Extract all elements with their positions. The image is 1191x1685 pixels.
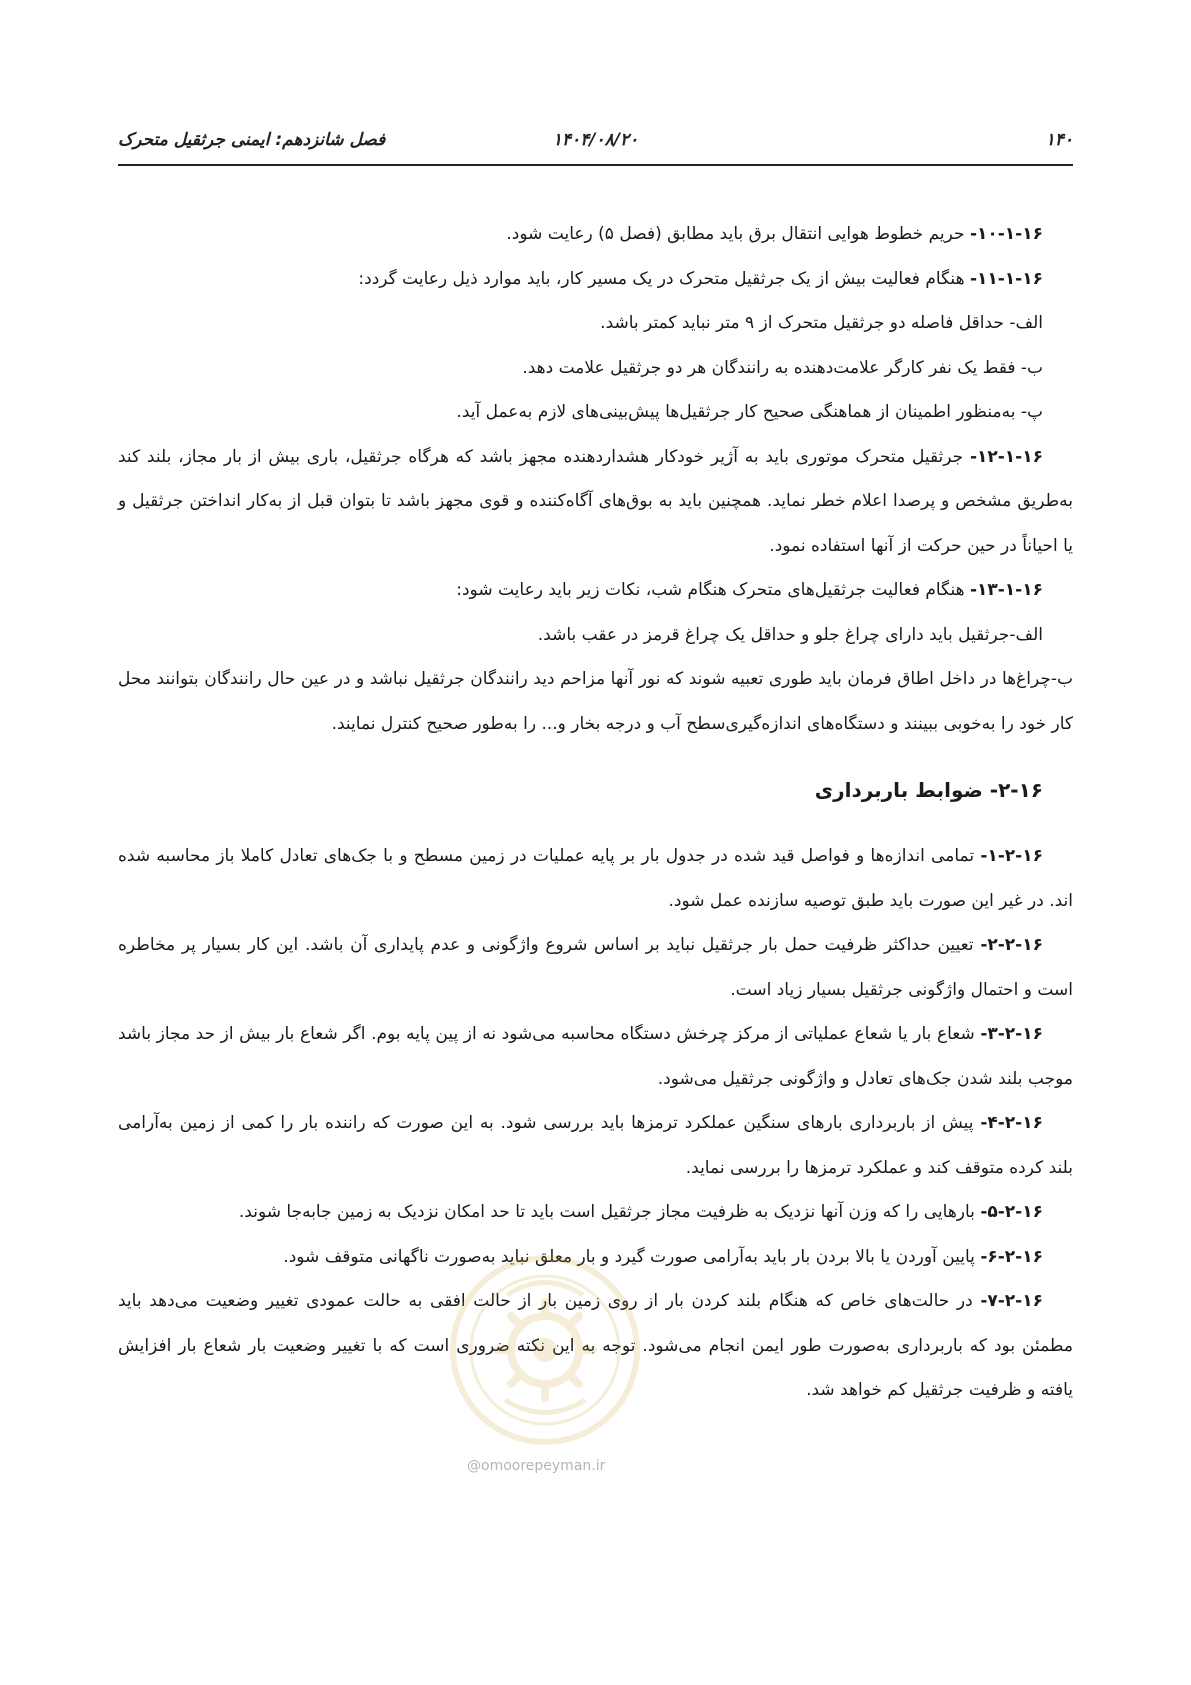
spacer — [118, 746, 1073, 768]
seal-watermark-icon — [445, 1250, 645, 1450]
chapter-title: فصل شانزدهم: ایمنی جرثقیل متحرک — [118, 130, 386, 150]
clause-number: ۶-۲-۱۶- — [980, 1246, 1043, 1267]
paragraph-text: جرثقیل متحرک موتوری باید به آژیر خودکار هشداردهنده مجهز باشد که هرگاه جرثقیل، باری بیش از بار مجاز، بلند کند به‌طریق مشخص و پرصدا اعلام خطر نماید. همچنین باید به بوق‌های آگاه‌کننده و قوی مجهز باشد تا بتوان قبل از به‌کار انداختن جرثقیل و یا احیاناً در حین حرکت از آنها استفاده نمود. — [118, 446, 1073, 556]
list-item-text: ب-چراغ‌ها در داخل اطاق فرمان باید طوری تعبیه شوند که نور آنها مزاحم دید رانندگان جرثقیل نباشد و در عین حال رانندگان بتوانند محل کار خود را به‌خوبی ببینند و دستگاه‌های اندازه‌گیری‌سطح آب و درجه بخار و... را به‌طور صحیح کنترل نمایند. — [118, 669, 1073, 734]
paragraph-16-1-12 — [118, 435, 1073, 569]
paragraph-text: هنگام فعالیت بیش از یک جرثقیل متحرک در یک مسیر کار، باید موارد ذیل رعایت گردد: — [358, 268, 970, 289]
spacer — [118, 812, 1073, 834]
clause-number: ۷-۲-۱۶- — [980, 1291, 1043, 1311]
list-item-be-night — [118, 657, 1073, 746]
paragraph-16-1-11 — [118, 257, 1073, 302]
paragraph-text: حریم خطوط هوایی انتقال برق باید مطابق (فصل ۵) رعایت شود. — [506, 224, 970, 244]
paragraph-text: تمامی اندازه‌ها و فواصل قید شده در جدول بار بر پایه عملیات در زمین مسطح و با جک‌های تعادل کاملا باز محاسبه شده اند. در غیر این صورت باید طبق توصیه سازنده عمل شود. — [118, 846, 1073, 911]
paragraph-16-2-2 — [118, 923, 1073, 1012]
paragraph-text: در حالت‌های خاص که هنگام بلند کردن بار از روی زمین بار از حالت افقی به حالت عمودی تغییر وضعیت می‌دهد باید مطمئن بود که باربرداری به‌صورت طور ایمن انجام می‌شود. توجه به این نکته ضروری است که با تغییر وضعیت بار شعاع بار افزایش یافته و ظرفیت جرثقیل کم خواهد شد. — [118, 1291, 1073, 1400]
clause-number: ۱۲-۱-۱۶- — [969, 446, 1043, 467]
list-item-alef-night — [118, 613, 1073, 658]
page-header — [118, 130, 1073, 162]
watermark-site: @omoorepeyman.ir — [467, 1458, 606, 1474]
clause-number: ۱۳-۱-۱۶- — [969, 580, 1043, 600]
paragraph-16-1-10 — [118, 212, 1073, 257]
list-item-text: ب- فقط یک نفر کارگر علامت‌دهنده به رانندگان هر دو جرثقیل علامت دهد. — [522, 357, 1043, 378]
clause-number: ۴-۲-۱۶- — [980, 1113, 1043, 1133]
clause-number: ۳-۲-۱۶- — [980, 1024, 1043, 1044]
paragraph-16-2-4 — [118, 1101, 1073, 1190]
paragraph-16-2-5 — [118, 1190, 1073, 1235]
clause-number: ۱۱-۱-۱۶- — [969, 268, 1043, 289]
list-item-alef — [118, 301, 1073, 346]
clause-number: ۱۰-۱-۱۶- — [969, 224, 1043, 244]
paragraph-text: هنگام فعالیت جرثقیل‌های متحرک هنگام شب، نکات زیر باید رعایت شود: — [456, 580, 970, 600]
paragraph-text: پیش از باربرداری بارهای سنگین عملکرد ترمزها باید بررسی شود. به این صورت که راننده بار را کمی از زمین به‌آرامی بلند کرده متوقف کند و عملکرد ترمزها را بررسی نماید. — [118, 1113, 1073, 1178]
clause-number: ۱-۲-۱۶- — [980, 846, 1043, 866]
clause-number: ۵-۲-۱۶- — [980, 1202, 1043, 1222]
list-item-pe — [118, 390, 1073, 435]
list-item-text: الف- حداقل فاصله دو جرثقیل متحرک از ۹ متر نباید کمتر باشد. — [600, 313, 1043, 333]
page-number: ۱۴۰ — [1045, 130, 1073, 150]
paragraph-text: بارهایی را که وزن آنها نزدیک به ظرفیت مجاز جرثقیل است باید تا حد امکان نزدیک به زمین جابه‌جا شوند. — [238, 1202, 981, 1222]
paragraph-16-2-3 — [118, 1012, 1073, 1101]
paragraph-16-2-1 — [118, 834, 1073, 923]
paragraph-text: شعاع بار یا شعاع عملیاتی از مرکز چرخش دستگاه محاسبه می‌شود نه از پین پایه بوم. اگر شعاع بار بیش از حد مجاز باشد موجب بلند شدن جک‌های تعادل و واژگونی جرثقیل می‌شود. — [118, 1024, 1073, 1089]
list-item-be — [118, 346, 1073, 391]
paragraph-text: تعیین حداکثر ظرفیت حمل بار جرثقیل نباید بر اساس شروع واژگونی و عدم پایداری آن باشد. این کار بسیار پر مخاطره است و احتمال واژگونی جرثقیل بسیار زیاد است. — [118, 935, 1073, 1000]
document-body — [118, 212, 1073, 1413]
header-date: ۱۴۰۴/۰۸/۲۰ — [552, 130, 639, 150]
paragraph-text: پایین آوردن یا بالا بردن بار باید به‌آرامی صورت گیرد و بار معلق نباید به‌صورت ناگهانی متوقف شود. — [283, 1246, 981, 1267]
header-divider — [118, 164, 1073, 166]
paragraph-16-1-13 — [118, 568, 1073, 613]
list-item-text: الف-جرثقیل باید دارای چراغ جلو و حداقل یک چراغ قرمز در عقب باشد. — [537, 624, 1043, 645]
list-item-text: پ- به‌منظور اطمینان از هماهنگی صحیح کار جرثقیل‌ها پیش‌بینی‌های لازم به‌عمل آید. — [456, 402, 1043, 422]
section-heading: ۲-۱۶- ضوابط باربرداری — [814, 778, 1043, 802]
clause-number: ۲-۲-۱۶- — [980, 935, 1043, 955]
